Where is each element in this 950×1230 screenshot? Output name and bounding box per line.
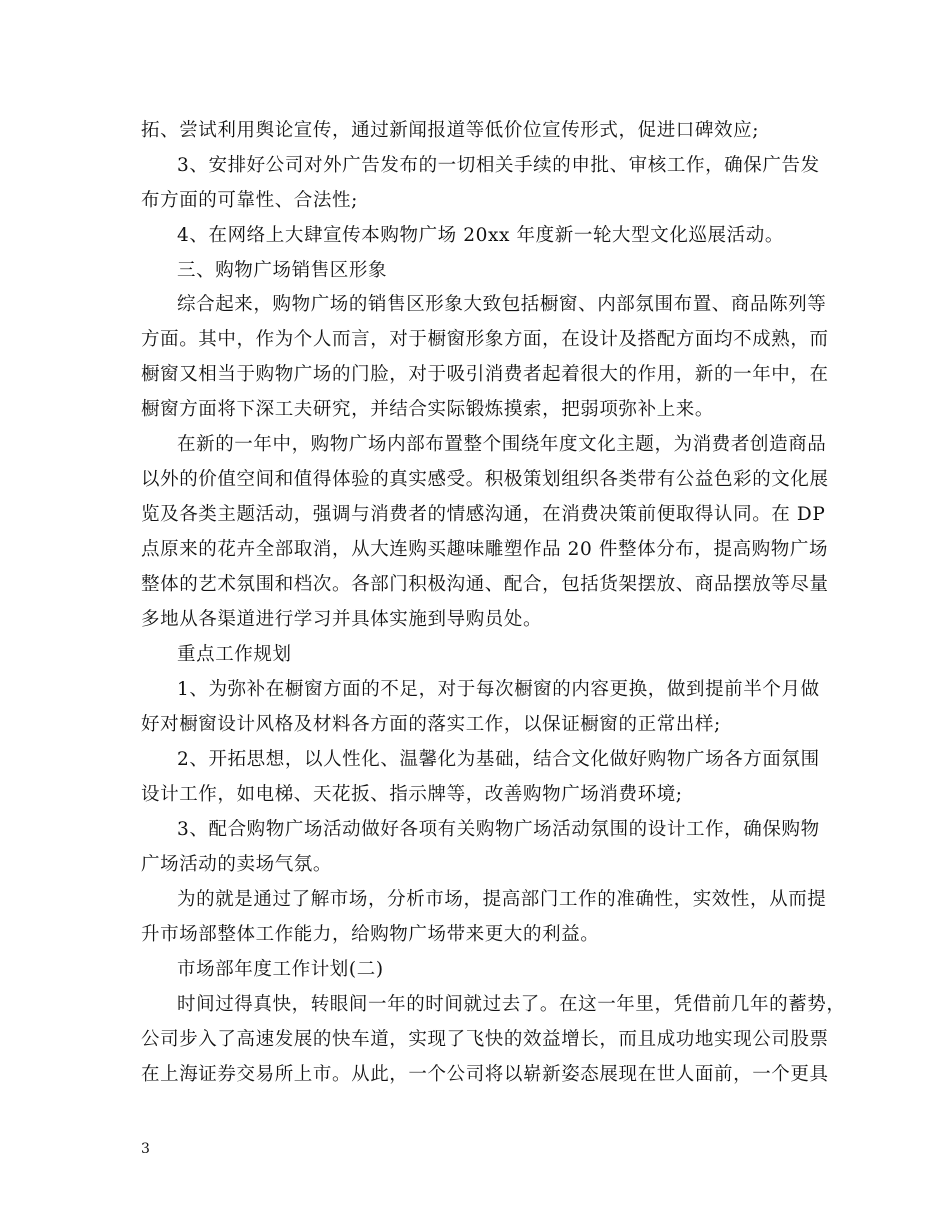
text-line: 3、安排好公司对外广告发布的一切相关手续的申批、审核工作，确保广告发 [177,155,820,176]
text-line: 以外的价值空间和值得体验的真实感受。积极策划组织各类带有公益色彩的文化展 [141,469,829,490]
text-line: 公司步入了高速发展的快车道，实现了飞快的效益增长，而且成功地实现公司股票 [141,1029,829,1050]
text-line: 览及各类主题活动，强调与消费者的情感沟通，在消费决策前便取得认同。在 DP [141,504,826,525]
text-line: 方面。其中，作为个人而言，对于橱窗形象方面，在设计及搭配方面均不成熟，而 [141,329,829,350]
text-line: 点原来的花卉全部取消，从大连购买趣味雕塑作品 20 件整体分布，提高购物广场 [141,539,829,560]
text-line: 4、在网络上大肆宣传本购物广场 20xx 年度新一轮大型文化巡展活动。 [177,225,784,246]
text-line: 为的就是通过了解市场，分析市场，提高部门工作的准确性，实效性，从而提 [177,889,827,910]
section-heading: 三、购物广场销售区形象 [177,260,388,281]
text-line: 好对橱窗设计风格及材料各方面的落实工作，以保证橱窗的正常出样; [141,714,721,735]
text-line: 橱窗又相当于购物广场的门脸，对于吸引消费者起着很大的作用，新的一年中，在 [141,364,829,385]
text-line: 橱窗方面将下深工夫研究，并结合实际锻炼摸索，把弱项弥补上来。 [141,399,715,420]
text-line: 时间过得真快，转眼间一年的时间就过去了。在这一年里，凭借前几年的蓄势， [177,994,846,1015]
text-line: 3、配合购物广场活动做好各项有关购物广场活动氛围的设计工作，确保购物 [177,819,820,840]
text-line: 广场活动的卖场气氛。 [141,854,333,875]
text-line: 综合起来，购物广场的销售区形象大致包括橱窗、内部氛围布置、商品陈列等 [177,294,827,315]
text-line: 升市场部整体工作能力，给购物广场带来更大的利益。 [141,924,600,945]
section-heading: 市场部年度工作计划(二) [177,959,384,980]
text-line: 多地从各渠道进行学习并具体实施到导购员处。 [141,609,543,630]
text-line: 设计工作，如电梯、天花扳、指示牌等，改善购物广场消费环境; [141,784,683,805]
text-line: 在新的一年中，购物广场内部布置整个围绕年度文化主题，为消费者创造商品 [177,434,827,455]
page-number: 3 [141,1141,150,1157]
text-line: 2、开拓思想，以人性化、温馨化为基础，结合文化做好购物广场各方面氛围 [177,749,820,770]
text-line: 拓、尝试利用舆论宣传，通过新闻报道等低价位宣传形式，促进口碑效应; [141,120,760,141]
text-line: 整体的艺术氛围和档次。各部门积极沟通、配合，包括货架摆放、商品摆放等尽量 [141,574,829,595]
text-line: 在上海证券交易所上市。从此，一个公司将以崭新姿态展现在世人面前，一个更具 [141,1064,829,1085]
text-line: 1、为弥补在橱窗方面的不足，对于每次橱窗的内容更换，做到提前半个月做 [177,679,820,700]
text-line: 布方面的可靠性、合法性; [141,190,358,211]
section-heading: 重点工作规划 [177,644,292,665]
